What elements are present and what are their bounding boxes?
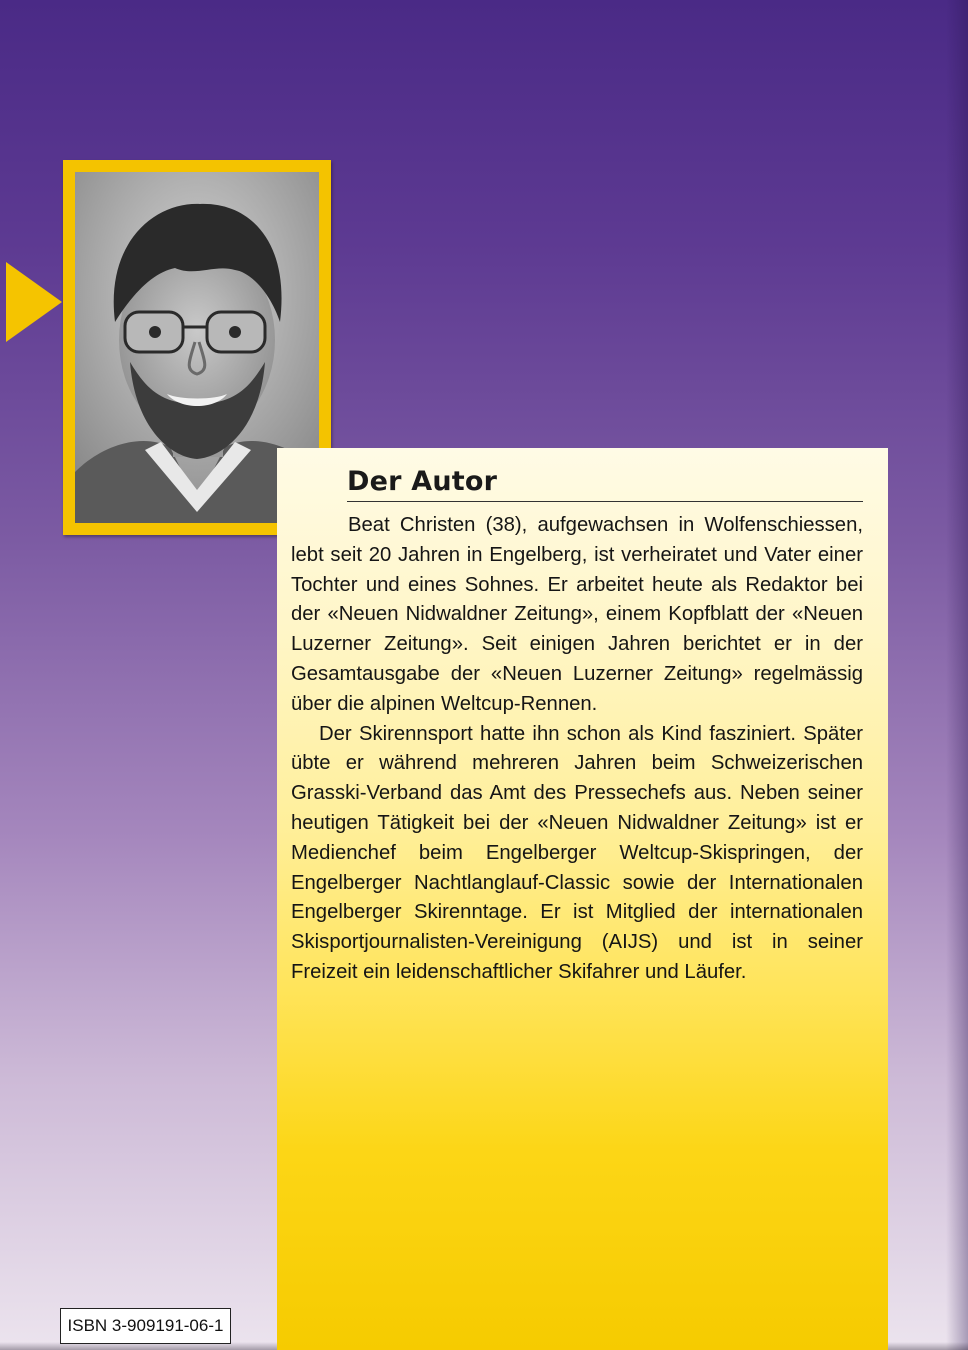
biography-paragraph-1: Beat Christen (38), aufgewachsen in Wolfenschiessen, lebt seit 20 Jahren in Engelberg, ist verheiratet und Vater einer Tochter und eines Sohnes. Er arbeitet heute als Redaktor bei der «Neuen Nidwaldner Zeitung», einem Kopfblatt der «Neuen Luzerner Zeitung». Seit einigen Jahren berichtet er in der Gesamtausgabe der «Neuen Luzerner Zeitung» regelmässig über die alpinen Weltcup-Rennen. [291,514,863,715]
yellow-triangle-marker-icon [6,262,62,342]
biography-paragraph-2: Der Skirennsport hatte ihn schon als Kind fasziniert. Später übte er während mehreren Jahren beim Schweizerischen Grasski-Verband das Amt des Pressechefs aus. Neben seiner heutigen Tätigkeit bei der «Neuen Nidwaldner Zeitung» ist er Medienchef beim Engelberger Weltcup-Skispringen, der Engelberger Nachtlanglauf-Classic sowie der Internationalen Engelberger Skirenntage. Er ist Mitglied der internationalen Skisportjournalisten-Vereinigung (AIJS) und ist in seiner Freizeit ein leidenschaftlicher Skifahrer und Läufer. [291,722,863,983]
author-biography [291,511,863,988]
book-spine-shadow [946,0,968,1350]
isbn-label: ISBN 3-909191-06-1 [60,1308,231,1344]
author-text-panel [277,448,888,1350]
author-heading: Der Autor [347,466,863,502]
